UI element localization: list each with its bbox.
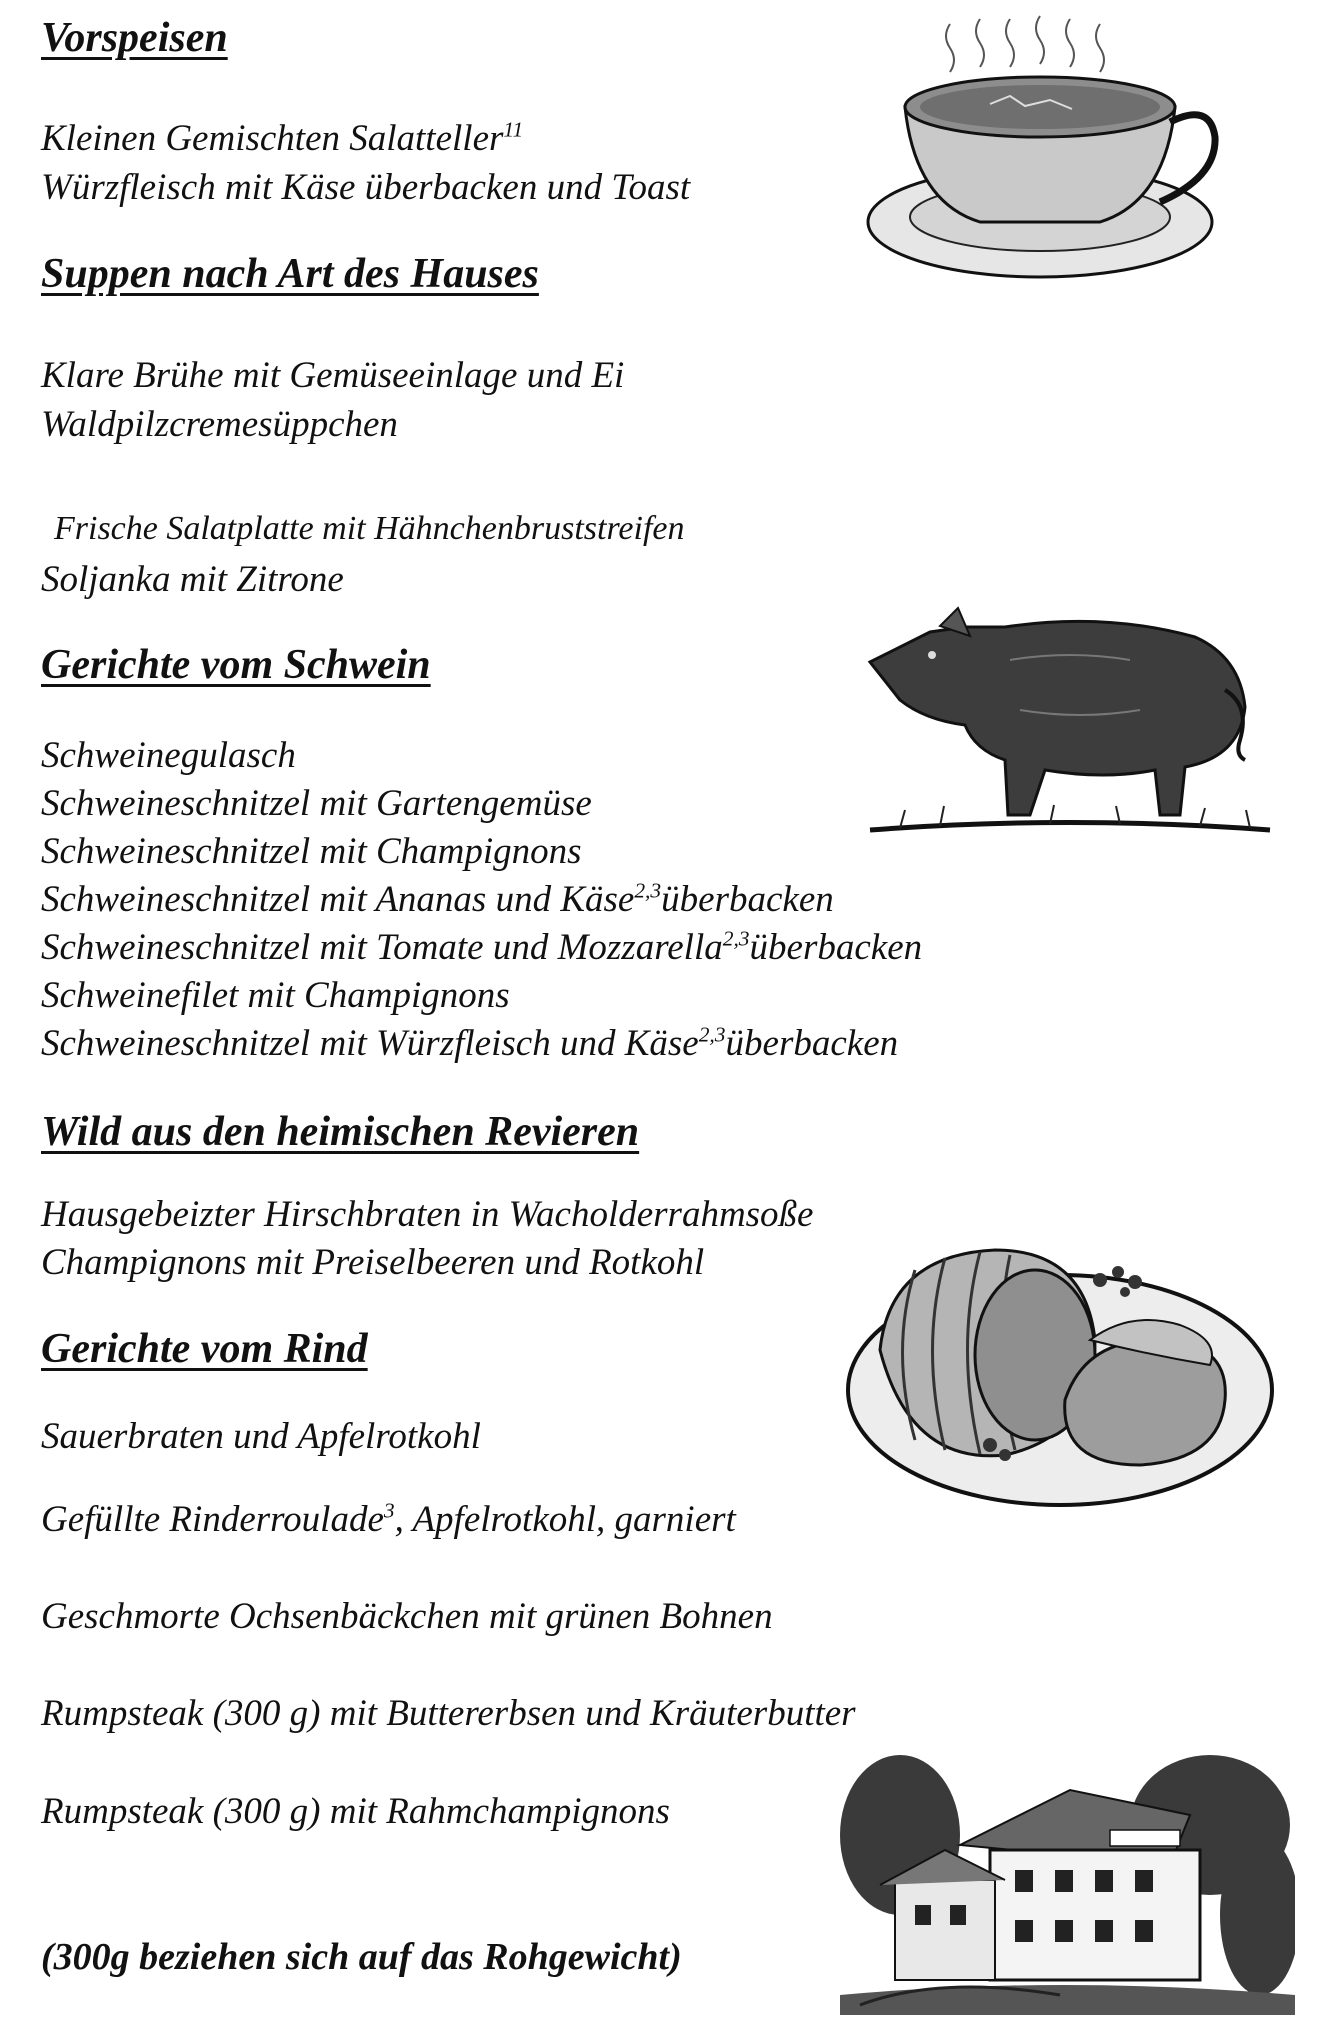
menu-item: Klare Brühe mit Gemüseeinlage und Ei — [41, 355, 625, 396]
soup-cup-icon — [860, 12, 1220, 292]
menu-item: Frische Salatplatte mit Hähnchenbruststreifen — [54, 510, 685, 547]
menu-item: Schweineschnitzel mit Würzfleisch und Käse$^{2,3}$überbacken — [41, 1022, 899, 1064]
menu-item: Würzfleisch mit Käse überbacken und Toast — [41, 167, 691, 208]
section-heading-schwein: Gerichte vom Schwein — [41, 642, 431, 688]
menu-item: Schweineschnitzel mit Ananas und Käse$^{2,3}$überbacken — [41, 878, 834, 920]
roast-plate-icon — [840, 1230, 1280, 1510]
menu-item: Schweineschnitzel mit Gartengemüse — [41, 783, 592, 824]
menu-item: Schweinefilet mit Champignons — [41, 975, 510, 1016]
menu-item: Kleinen Gemischten Salatteller$^{11}$ — [41, 117, 524, 159]
section-heading-wild: Wild aus den heimischen Revieren — [41, 1109, 640, 1155]
menu-item: Sauerbraten und Apfelrotkohl — [41, 1416, 481, 1457]
footnote-rohgewicht: (300g beziehen sich auf das Rohgewicht) — [41, 1936, 682, 1978]
menu-item: Schweineschnitzel mit Champignons — [41, 831, 582, 872]
menu-item: Soljanka mit Zitrone — [41, 559, 344, 600]
menu-item: Schweinegulasch — [41, 735, 296, 776]
menu-item: Gefüllte Rinderroulade$^3$, Apfelrotkohl, garniert — [41, 1498, 736, 1540]
section-heading-rind: Gerichte vom Rind — [41, 1326, 368, 1372]
menu-item: Hausgebeizter Hirschbraten in Wacholderrahmsoße — [41, 1194, 814, 1235]
menu-item: Waldpilzcremesüppchen — [41, 404, 398, 445]
inn-house-icon — [840, 1745, 1295, 2015]
menu-item: Rumpsteak (300 g) mit Buttererbsen und Kräuterbutter — [41, 1693, 856, 1734]
section-heading-vorspeisen: Vorspeisen — [41, 15, 228, 61]
menu-item: Rumpsteak (300 g) mit Rahmchampignons — [41, 1791, 670, 1832]
menu-item: Schweineschnitzel mit Tomate und Mozzarella$^{2,3}$überbacken — [41, 926, 923, 968]
menu-item: Champignons mit Preiselbeeren und Rotkohl — [41, 1242, 705, 1283]
section-heading-suppen: Suppen nach Art des Hauses — [41, 251, 539, 297]
pig-icon — [860, 600, 1280, 850]
menu-item: Geschmorte Ochsenbäckchen mit grünen Bohnen — [41, 1596, 773, 1637]
